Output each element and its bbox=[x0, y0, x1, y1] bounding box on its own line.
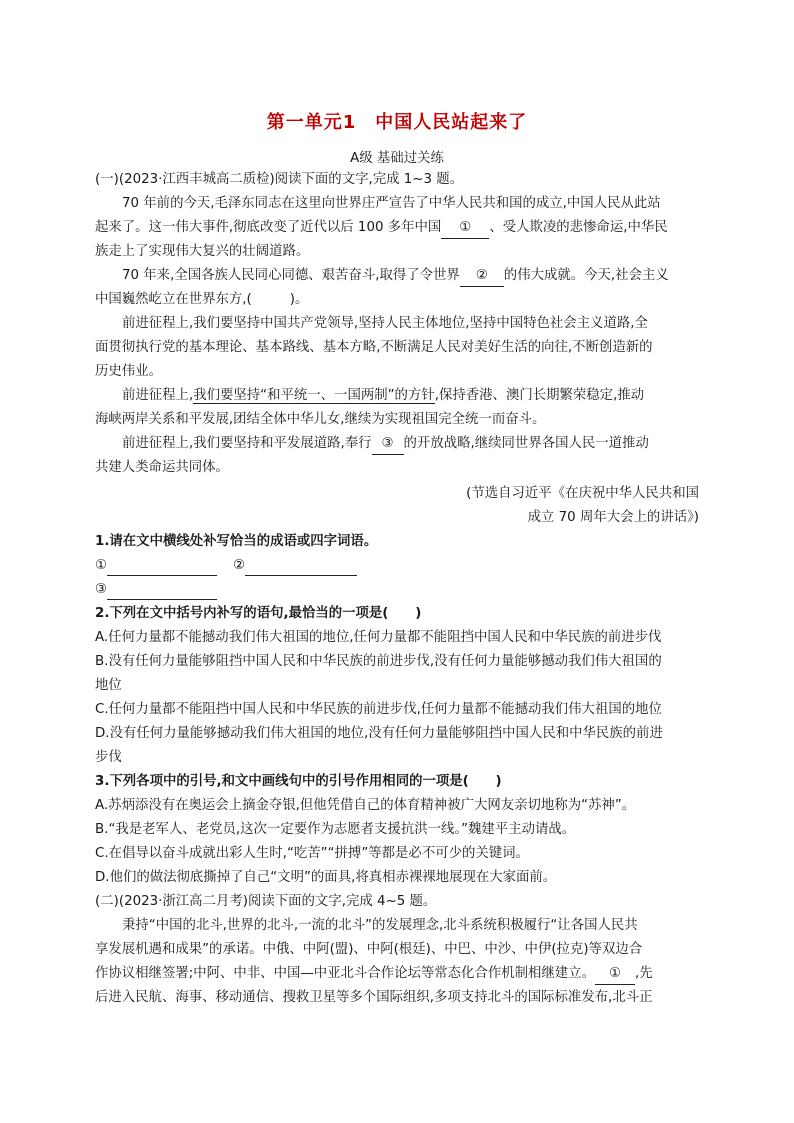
answer-marker: ③ bbox=[95, 582, 108, 597]
option-d[interactable]: D.没有任何力量能够撼动我们伟大祖国的地位,没有任何力量能够阻挡中国人民和中华民族的前进 bbox=[95, 726, 663, 741]
passage5-line: 共建人类命运共同体。 bbox=[95, 460, 229, 475]
text-segment: 前进征程上, bbox=[122, 388, 194, 403]
page-title: 第一单元1 中国人民站起来了 bbox=[266, 112, 528, 133]
passage6-line bbox=[95, 964, 705, 985]
passage2-line bbox=[122, 266, 732, 287]
option-c[interactable]: C.任何力量都不能阻挡中国人民和中华民族的前进步伐,任何力量都不能撼动我们伟大祖国的地位 bbox=[95, 702, 662, 717]
option-d[interactable]: D.他们的做法彻底撕掉了自己“文明”的面具,将真相赤裸裸地展现在大家面前。 bbox=[95, 870, 557, 885]
question-2-stem: 2.下列在文中括号内补写的语句,最恰当的一项是( ) bbox=[95, 606, 422, 621]
passage3-line: 面贯彻执行党的基本理论、基本路线、基本方略,不断满足人民对美好生活的向往,不断创造新的 bbox=[95, 340, 653, 355]
answer-line-3[interactable] bbox=[107, 585, 217, 600]
question-1-stem: 1.请在文中横线处补写恰当的成语或四字词语。 bbox=[95, 534, 378, 549]
question-1-answers bbox=[95, 580, 705, 600]
passage1-line bbox=[95, 218, 705, 239]
text-segment: 中国巍然屹立在世界东方,( bbox=[95, 292, 252, 307]
passage1-line: 70 年前的今天,毛泽东同志在这里向世界庄严宣告了中华人民共和国的成立,中国人民从此站 bbox=[122, 196, 661, 211]
passage4-line bbox=[122, 386, 732, 406]
text-segment: 作协议相继签署;中阿、中非、中国—中亚北斗合作论坛等常态化合作机制相继建立。 bbox=[95, 966, 595, 981]
answer-marker: ① bbox=[95, 558, 108, 573]
question-3-stem: 3.下列各项中的引号,和文中画线句中的引号作用相同的一项是( ) bbox=[95, 774, 502, 789]
fill-blank-1[interactable]: ① bbox=[441, 218, 489, 239]
option-c[interactable]: C.在倡导以奋斗成就出彩人生时,“吃苦”“拼搏”等都是必不可少的关键词。 bbox=[95, 846, 529, 861]
option-a[interactable]: A.苏炳添没有在奥运会上摘金夺银,但他凭借自己的体育精神被广大网友亲切地称为“苏神”。 bbox=[95, 798, 636, 813]
option-b[interactable]: B.“我是老军人、老党员,这次一定要作为志愿者支援抗洪一线。”魏建平主动请战。 bbox=[95, 822, 576, 837]
fill-blank-3[interactable]: ③ bbox=[372, 434, 404, 455]
answer-marker: ② bbox=[233, 558, 246, 573]
passage2-line bbox=[95, 290, 705, 310]
source-citation: 成立 70 周年大会上的讲话》) bbox=[527, 510, 699, 525]
passage3-line: 历史伟业。 bbox=[95, 364, 162, 379]
fill-blank-2[interactable]: ② bbox=[460, 266, 504, 287]
passage3-line: 前进征程上,我们要坚持中国共产党领导,坚持人民主体地位,坚持中国特色社会主义道路,全 bbox=[122, 316, 648, 331]
text-segment: ,先 bbox=[634, 966, 653, 981]
text-segment: )。 bbox=[289, 292, 309, 307]
text-segment: 的伟大成就。今天,社会主义 bbox=[503, 268, 669, 283]
text-segment: 、受人欺凌的悲惨命运,中华民 bbox=[489, 220, 668, 235]
option-b[interactable]: 地位 bbox=[95, 678, 122, 693]
option-d[interactable]: 步伐 bbox=[95, 750, 122, 765]
level-subtitle: A级 基础过关练 bbox=[350, 151, 444, 166]
section2-header: (二)(2023·浙江高二月考)阅读下面的文字,完成 4~5 题。 bbox=[95, 894, 437, 909]
text-segment: 70 年来,全国各族人民同心同德、艰苦奋斗,取得了令世界 bbox=[122, 268, 460, 283]
passage6-line: 秉持“中国的北斗,世界的北斗,一流的北斗”的发展理念,北斗系统积极履行“让各国人民共 bbox=[122, 918, 638, 933]
source-citation: (节选自习近平《在庆祝中华人民共和国 bbox=[466, 486, 699, 501]
option-b[interactable]: B.没有任何力量能够阻挡中国人民和中华民族的前进步伐,没有任何力量能够撼动我们伟大祖国的 bbox=[95, 654, 662, 669]
underlined-sentence: 我们要坚持“和平统一、一国两制”的方针 bbox=[193, 388, 435, 403]
answer-line-2[interactable] bbox=[245, 561, 357, 576]
text-segment: 前进征程上,我们要坚持和平发展道路,奉行 bbox=[122, 436, 372, 451]
passage6-line: 享发展机遇和成果”的承诺。中俄、中阿(盟)、中阿(根廷)、中巴、中沙、中伊(拉克)等双边合 bbox=[95, 942, 643, 957]
passage6-line: 后进入民航、海事、移动通信、搜救卫星等多个国际组织,多项支持北斗的国际标准发布,北斗正 bbox=[95, 990, 653, 1005]
option-a[interactable]: A.任何力量都不能撼动我们伟大祖国的地位,任何力量都不能阻挡中国人民和中华民族的前进步伐 bbox=[95, 630, 662, 645]
passage1-line: 族走上了实现伟大复兴的壮阔道路。 bbox=[95, 244, 310, 259]
question-1-answers bbox=[95, 556, 705, 576]
text-segment: ,保持香港、澳门长期繁荣稳定,推动 bbox=[434, 388, 645, 403]
text-segment: 的开放战略,继续同世界各国人民一道推动 bbox=[403, 436, 649, 451]
passage4-line: 海峡两岸关系和平发展,团结全体中华儿女,继续为实现祖国完全统一而奋斗。 bbox=[95, 412, 546, 427]
text-segment: 起来了。这一伟大事件,彻底改变了近代以后 100 多年中国 bbox=[95, 220, 442, 235]
passage5-line bbox=[122, 434, 732, 455]
fill-blank-1[interactable]: ① bbox=[595, 964, 635, 985]
section1-header: (一)(2023·江西丰城高二质检)阅读下面的文字,完成 1~3 题。 bbox=[95, 172, 464, 187]
answer-line-1[interactable] bbox=[107, 561, 217, 576]
